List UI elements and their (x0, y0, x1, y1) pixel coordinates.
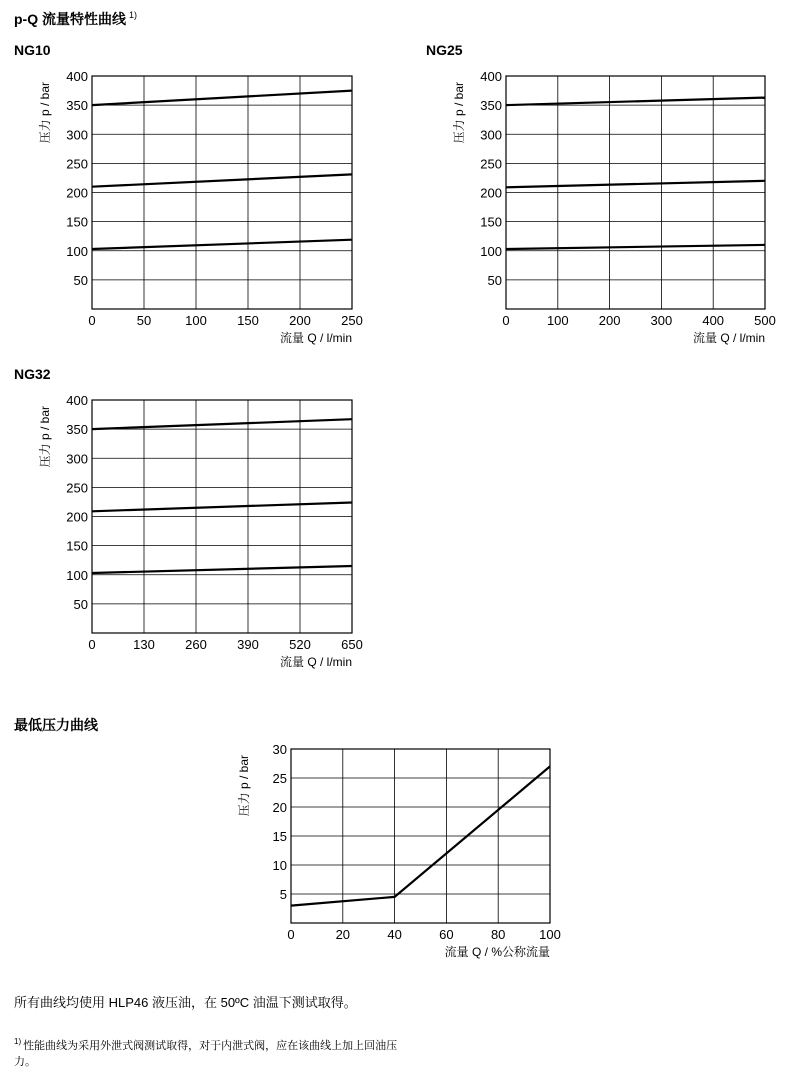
footnote-text: 性能曲线为采用外泄式阀测试取得，对于内泄式阀，应在该曲线上加上回油压力。 (14, 1040, 398, 1068)
x-tick-label: 650 (341, 637, 363, 652)
x-tick-label: 80 (490, 927, 506, 942)
x-tick-label: 0 (502, 313, 510, 328)
series-line-1 (92, 91, 352, 106)
series-line-3 (92, 240, 352, 249)
x-tick-label: 0 (88, 637, 96, 652)
series-line-3 (92, 566, 352, 573)
x-tick-label: 200 (598, 313, 621, 328)
y-tick-label: 400 (66, 69, 88, 84)
y-tick-label: 5 (279, 887, 287, 902)
series-line-3 (506, 245, 765, 249)
y-tick-label: 15 (272, 829, 287, 844)
y-tick-label: 200 (480, 185, 502, 201)
chart-title-min-pressure: 最低压力曲线 (14, 717, 98, 733)
y-tick-label: 150 (66, 538, 88, 554)
x-axis-label: 流量 Q / %公称流量 (444, 945, 550, 959)
y-axis-label: 压力 p / bar (452, 82, 466, 144)
chart-ng25 (451, 69, 776, 345)
series-line-2 (92, 174, 352, 186)
section-heading-text: p-Q 流量特性曲线 (14, 11, 126, 27)
x-tick-label: 0 (88, 313, 96, 328)
series-line-1 (92, 419, 352, 429)
x-tick-label: 250 (341, 313, 363, 328)
series-line-2 (506, 181, 765, 188)
y-tick-label: 350 (66, 422, 88, 438)
x-axis-label: 流量 Q / l/min (279, 331, 352, 345)
y-tick-label: 100 (66, 567, 88, 583)
x-tick-label: 520 (289, 637, 311, 652)
y-tick-label: 300 (480, 127, 502, 143)
x-tick-label: 100 (539, 927, 561, 942)
x-tick-label: 200 (289, 313, 311, 328)
chart-title-ng10: NG10 (14, 42, 51, 58)
x-tick-label: 20 (335, 927, 351, 942)
footnote-mark: 1) (129, 10, 138, 20)
x-tick-label: 130 (133, 637, 155, 652)
y-tick-label: 400 (480, 69, 502, 84)
y-tick-label: 25 (272, 771, 287, 786)
test-condition-note: 所有曲线均使用 HLP46 液压油，在 50ºC 油温下测试取得。 (14, 995, 357, 1010)
y-tick-label: 50 (73, 596, 88, 612)
chart-title-ng32: NG32 (14, 366, 51, 382)
x-axis-label: 流量 Q / l/min (692, 331, 765, 345)
y-tick-label: 50 (487, 272, 502, 288)
y-tick-label: 10 (272, 858, 287, 873)
series-line-1 (506, 98, 765, 106)
x-tick-label: 150 (237, 313, 259, 328)
chart-title-ng25: NG25 (426, 42, 463, 58)
y-axis-label: 压力 p / bar (38, 406, 52, 468)
y-tick-label: 200 (66, 185, 88, 201)
y-tick-label: 350 (480, 98, 502, 114)
y-tick-label: 250 (66, 156, 88, 172)
x-tick-label: 100 (185, 313, 207, 328)
x-tick-label: 0 (287, 927, 295, 942)
y-tick-label: 350 (66, 98, 88, 114)
x-tick-label: 500 (754, 313, 776, 328)
footnote (14, 1034, 414, 1070)
series-line-2 (92, 503, 352, 512)
y-tick-label: 300 (66, 127, 88, 143)
chart-ng32 (37, 393, 363, 669)
y-tick-label: 50 (73, 272, 88, 288)
x-tick-label: 260 (185, 637, 207, 652)
y-tick-label: 150 (480, 214, 502, 230)
x-tick-label: 100 (546, 313, 569, 328)
y-tick-label: 20 (272, 800, 287, 815)
x-tick-label: 390 (237, 637, 259, 652)
x-tick-label: 60 (439, 927, 454, 942)
y-tick-label: 30 (272, 742, 287, 757)
x-tick-label: 400 (702, 313, 725, 328)
x-tick-label: 40 (387, 927, 402, 942)
x-axis-label: 流量 Q / l/min (279, 655, 352, 669)
y-axis-label: 压力 p / bar (38, 82, 52, 144)
y-tick-label: 250 (480, 156, 502, 172)
x-tick-label: 300 (650, 313, 673, 328)
y-tick-label: 100 (66, 243, 88, 259)
footnote-mark-bottom: 1) (14, 1037, 22, 1046)
y-tick-label: 150 (66, 214, 88, 230)
chart-minp (236, 742, 561, 959)
y-tick-label: 100 (480, 243, 502, 259)
x-tick-label: 50 (136, 313, 152, 328)
y-tick-label: 300 (66, 451, 88, 467)
y-tick-label: 250 (66, 480, 88, 496)
chart-ng10 (37, 69, 363, 345)
y-axis-label: 压力 p / bar (237, 755, 251, 817)
y-tick-label: 200 (66, 509, 88, 525)
y-tick-label: 400 (66, 393, 88, 408)
